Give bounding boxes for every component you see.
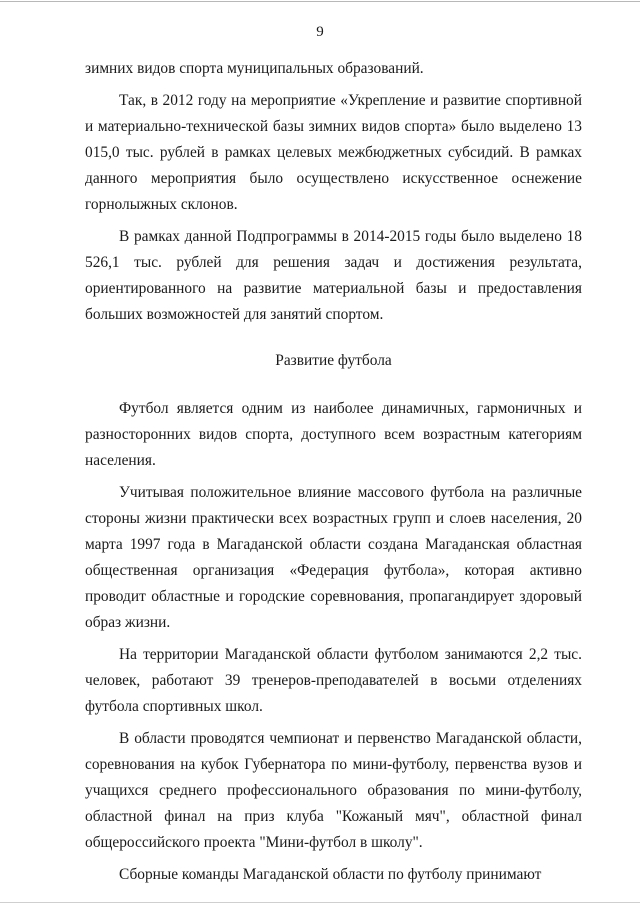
document-body bbox=[85, 56, 582, 888]
page-number: 9 bbox=[316, 24, 324, 40]
paragraph-football-intro: Футбол является одним из наиболее динамичных, гармоничных и разносторонних видов спорта, доступного всем возрастным категориям населения. bbox=[85, 400, 582, 469]
section-heading: Развитие футбола bbox=[275, 352, 392, 369]
paragraph-regional-teams: Сборные команды Магаданской области по футболу принимают bbox=[119, 866, 542, 883]
paragraph-2014-2015-funding: В рамках данной Подпрограммы в 2014-2015 годы было выделено 18 526,1 тыс. рублей для решения задач и достижения результата, ориентированного на развитие материальной базы и предоставления больших возможностей для занятий спортом. bbox=[85, 228, 582, 323]
paragraph-continuation: зимних видов спорта муниципальных образований. bbox=[85, 60, 424, 77]
scan-edge-top bbox=[0, 1, 640, 2]
paragraph-2012-funding: Так, в 2012 году на мероприятие «Укрепление и развитие спортивной и материально-технической базы зимних видов спорта» было выделено 13 015,0 тыс. рублей в рамках целевых межбюджетных субсидий. В рамках данного мероприятия было осуществлено искусственное оснежение горнолыжных склонов. bbox=[85, 92, 582, 213]
paragraph-football-statistics: На территории Магаданской области футболом занимаются 2,2 тыс. человек, работают 39 тренеров-преподавателей в восьми отделениях футбола спортивных школ. bbox=[85, 646, 582, 715]
paragraph-football-competitions: В области проводятся чемпионат и первенство Магаданской области, соревнования на кубок Губернатора по мини-футболу, первенства вузов и учащихся среднего профессионального образования по мини-футболу, областной финал на приз клуба "Кожаный мяч", областной финал общероссийского проекта "Мини-футбол в школу". bbox=[85, 730, 582, 851]
scan-edge-bottom bbox=[0, 902, 640, 903]
paragraph-football-federation: Учитывая положительное влияние массового футбола на различные стороны жизни практически всех возрастных групп и слоев населения, 20 марта 1997 года в Магаданской области создана Магаданская областная общественная организация «Федерация футбола», которая активно проводит областные и городские соревнования, пропагандирует здоровый образ жизни. bbox=[85, 484, 582, 631]
